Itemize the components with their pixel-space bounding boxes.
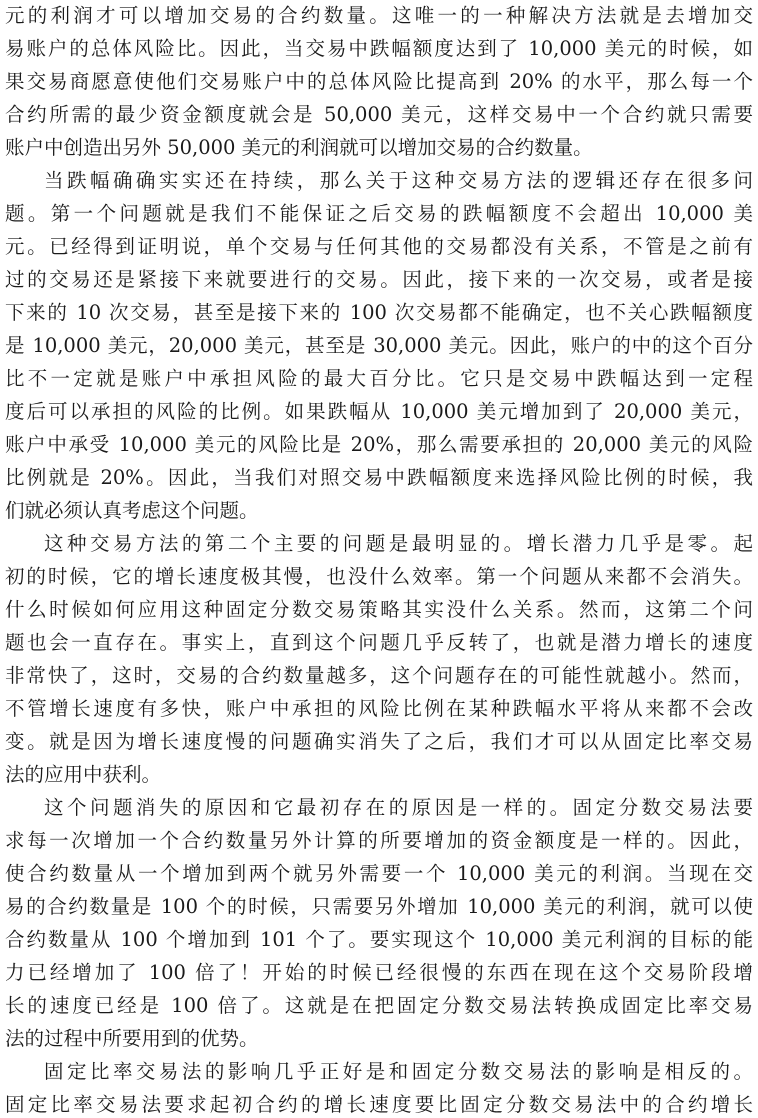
text-line: 账户中承受 10,000 美元的风险比是 20%，那么需要承担的 20,000 美元的风险 bbox=[5, 433, 753, 456]
text-line: 固定比率交易法的影响几乎正好是和固定分数交易法的影响是相反的。 bbox=[44, 1060, 753, 1083]
text-line: 不管增长速度有多快，账户中承担的风险比例在某种跌幅水平将从来都不会改 bbox=[5, 697, 753, 720]
text-line: 长的速度已经是 100 倍了。这就是在把固定分数交易法转换成固定比率交易 bbox=[5, 994, 753, 1017]
text-line: 求每一次增加一个合约数量另外计算的所要增加的资金额度是一样的。因此， bbox=[5, 829, 753, 852]
text-line: 过的交易还是紧接下来就要进行的交易。因此，接下来的一次交易，或者是接 bbox=[5, 268, 753, 291]
text-line: 果交易商愿意使他们交易账户中的总体风险比提高到 20% 的水平，那么每一个 bbox=[5, 70, 753, 93]
text-line: 比不一定就是账户中承担风险的最大百分比。它只是交易中跌幅达到一定程 bbox=[5, 367, 753, 390]
text-line: 下来的 10 次交易，甚至是接下来的 100 次交易都不能确定，也不关心跌幅额度 bbox=[5, 301, 753, 324]
text-line: 法的过程中所要用到的优势。 bbox=[5, 1027, 259, 1050]
text-line: 这种交易方法的第二个主要的问题是最明显的。增长潜力几乎是零。起 bbox=[44, 532, 753, 555]
text-line: 比例就是 20%。因此，当我们对照交易中跌幅额度来选择风险比例的时候，我 bbox=[5, 466, 753, 489]
text-line: 使合约数量从一个增加到两个就另外需要一个 10,000 美元的利润。当现在交 bbox=[5, 862, 753, 885]
text-line: 元。已经得到证明说，单个交易与任何其他的交易都没有关系，不管是之前有 bbox=[5, 235, 753, 258]
text-line: 法的应用中获利。 bbox=[5, 763, 162, 786]
text-line: 题。第一个问题就是我们不能保证之后交易的跌幅额度不会超出 10,000 美 bbox=[5, 202, 753, 225]
text-line: 易账户的总体风险比。因此，当交易中跌幅额度达到了 10,000 美元的时候，如 bbox=[5, 37, 753, 60]
text-line: 们就必须认真考虑这个问题。 bbox=[5, 499, 259, 522]
text-line: 合约数量从 100 个增加到 101 个了。要实现这个 10,000 美元利润的目标的能 bbox=[5, 928, 753, 951]
text-line: 固定比率交易法要求起初合约的增长速度要比固定分数交易法中的合约增长 bbox=[5, 1093, 753, 1116]
text-line: 是 10,000 美元，20,000 美元，甚至是 30,000 美元。因此，账户的中的这个百分 bbox=[5, 334, 753, 357]
text-line: 当跌幅确确实实还在持续，那么关于这种交易方法的逻辑还存在很多问 bbox=[44, 169, 753, 192]
text-line: 元的利润才可以增加交易的合约数量。这唯一的一种解决方法就是去增加交 bbox=[5, 4, 753, 27]
text-line: 题也会一直存在。事实上，直到这个问题几乎反转了，也就是潜力增长的速度 bbox=[5, 631, 753, 654]
text-line: 合约所需的最少资金额度就会是 50,000 美元，这样交易中一个合约就只需要 bbox=[5, 103, 753, 126]
text-line: 什么时候如何应用这种固定分数交易策略其实没什么关系。然而，这第二个问 bbox=[5, 598, 753, 621]
text-line: 度后可以承担的风险的比例。如果跌幅从 10,000 美元增加到了 20,000 美元， bbox=[5, 400, 753, 423]
text-line: 初的时候，它的增长速度极其慢，也没什么效率。第一个问题从来都不会消失。 bbox=[5, 565, 753, 588]
text-line: 易的合约数量是 100 个的时候，只需要另外增加 10,000 美元的利润，就可以使 bbox=[5, 895, 753, 918]
text-line: 账户中创造出另外 50,000 美元的利润就可以增加交易的合约数量。 bbox=[5, 136, 593, 159]
text-line: 非常快了，这时，交易的合约数量越多，这个问题存在的可能性就越小。然而， bbox=[5, 664, 753, 687]
text-line: 力已经增加了 100 倍了！开始的时候已经很慢的东西在现在这个交易阶段增 bbox=[5, 961, 753, 984]
text-line: 这个问题消失的原因和它最初存在的原因是一样的。固定分数交易法要 bbox=[44, 796, 753, 819]
text-line: 变。就是因为增长速度慢的问题确实消失了之后，我们才可以从固定比率交易 bbox=[5, 730, 753, 753]
